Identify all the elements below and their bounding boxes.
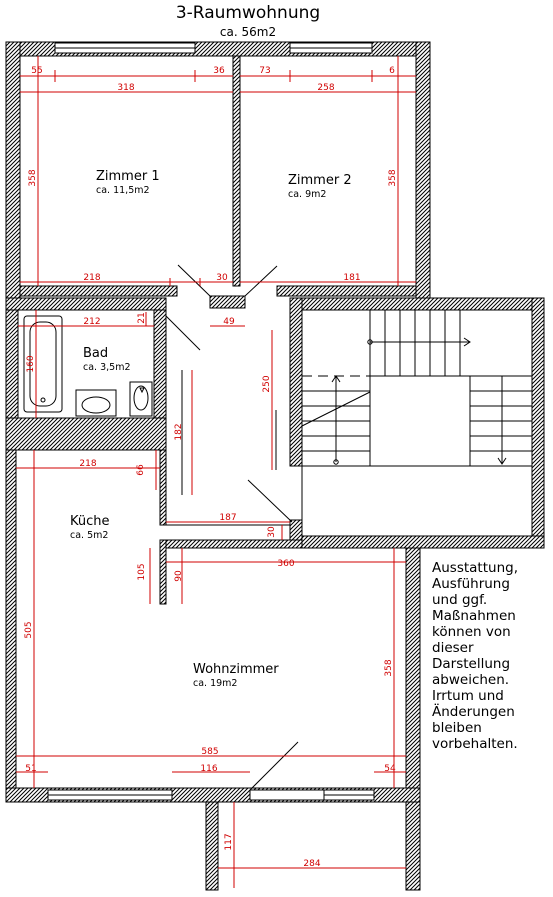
room-label-bad: Bad [83, 346, 109, 361]
disclaimer-line: Änderungen [432, 704, 515, 720]
dim-label: 30 [216, 273, 228, 283]
plan-title: 3-Raumwohnung [175, 3, 321, 23]
disclaimer-line: Darstellung [432, 656, 511, 672]
dim-label: 51 [25, 764, 37, 774]
wall-left-lower [6, 450, 16, 802]
wall-zimmer2-bottom [277, 286, 416, 296]
wall-stair-bottom [300, 536, 544, 548]
dim-label: 49 [223, 317, 235, 327]
wall-balcony-left [206, 802, 218, 890]
disclaimer-line: dieser [432, 640, 474, 656]
wall-right-upper [416, 42, 430, 298]
dim-label: 116 [200, 764, 218, 774]
dim-label: 160 [26, 355, 36, 373]
room-label-zimmer2: Zimmer 2 [288, 173, 352, 188]
wall-stub [210, 296, 245, 308]
dim-label: 250 [262, 375, 272, 393]
disclaimer-line: bleiben [432, 720, 482, 736]
dim-label: 258 [317, 83, 335, 93]
room-area-zimmer2: ca. 9m2 [288, 189, 327, 200]
room-area-wohnzimmer: ca. 19m2 [193, 678, 238, 689]
dim-label: 187 [219, 513, 237, 523]
disclaimer-line: Ausstattung, [432, 560, 518, 576]
room-area-zimmer1: ca. 11,5m2 [96, 185, 150, 196]
disclaimer-note [432, 560, 518, 752]
dim-label: 284 [303, 859, 321, 869]
wall-partition-rooms [233, 56, 240, 286]
room-area-bad: ca. 3,5m2 [83, 362, 131, 373]
wall-stair-top [290, 298, 544, 310]
wall-stair-left [290, 298, 302, 466]
dim-label: 212 [83, 317, 101, 327]
wall-kitchen-partition-lower [160, 540, 166, 604]
dim-label: 30 [267, 526, 277, 538]
wall-left-upper [6, 42, 20, 300]
dim-label: 218 [79, 459, 97, 469]
room-area-kueche: ca. 5m2 [70, 530, 109, 541]
wall-kitchen-bottom [166, 540, 302, 548]
wall-zimmer1-bottom [20, 286, 177, 296]
disclaimer-line: Ausführung [432, 576, 510, 592]
disclaimer-line: vorbehalten. [432, 736, 518, 752]
dim-label: 105 [137, 563, 147, 581]
dim-label: 181 [343, 273, 361, 283]
dim-label: 66 [136, 464, 146, 476]
dim-label: 117 [224, 833, 234, 851]
wall-bad-right [154, 310, 166, 418]
dim-label: 218 [83, 273, 101, 283]
wall-kitchen-partition [160, 450, 166, 525]
dim-label: 54 [384, 764, 396, 774]
wall-bad-top [6, 298, 166, 310]
wall-right-lower [406, 548, 420, 802]
disclaimer-line: Irrtum und [432, 688, 504, 704]
dim-label: 360 [277, 559, 295, 569]
disclaimer-line: können von [432, 624, 511, 640]
dim-label: 182 [174, 423, 184, 441]
dim-label: 358 [28, 169, 38, 187]
room-label-wohnzimmer: Wohnzimmer [193, 662, 279, 677]
disclaimer-line: und ggf. [432, 592, 488, 608]
plan-subtitle: ca. 56m2 [219, 25, 277, 39]
wall-stair-right [532, 298, 544, 548]
room-label-kueche: Küche [70, 514, 110, 529]
dim-label: 36 [213, 66, 225, 76]
toilet-icon [130, 382, 152, 416]
dim-label: 90 [174, 570, 184, 582]
dim-label: 358 [384, 659, 394, 677]
disclaimer-line: Maßnahmen [432, 608, 516, 624]
dim-label: 6 [389, 66, 395, 76]
dim-label: 585 [201, 747, 219, 757]
staircase-icon [302, 310, 532, 536]
wall-balcony-right [406, 802, 420, 890]
dim-label: 21 [137, 312, 147, 324]
balcony-door [250, 790, 324, 800]
disclaimer-line: abweichen. [432, 672, 510, 688]
dim-label: 358 [388, 169, 398, 187]
room-label-zimmer1: Zimmer 1 [96, 169, 160, 184]
wall-bad-bottom [6, 418, 166, 450]
dim-label: 505 [24, 621, 34, 639]
dim-label: 318 [117, 83, 135, 93]
dim-label: 55 [31, 66, 43, 76]
dim-label: 73 [259, 66, 271, 76]
